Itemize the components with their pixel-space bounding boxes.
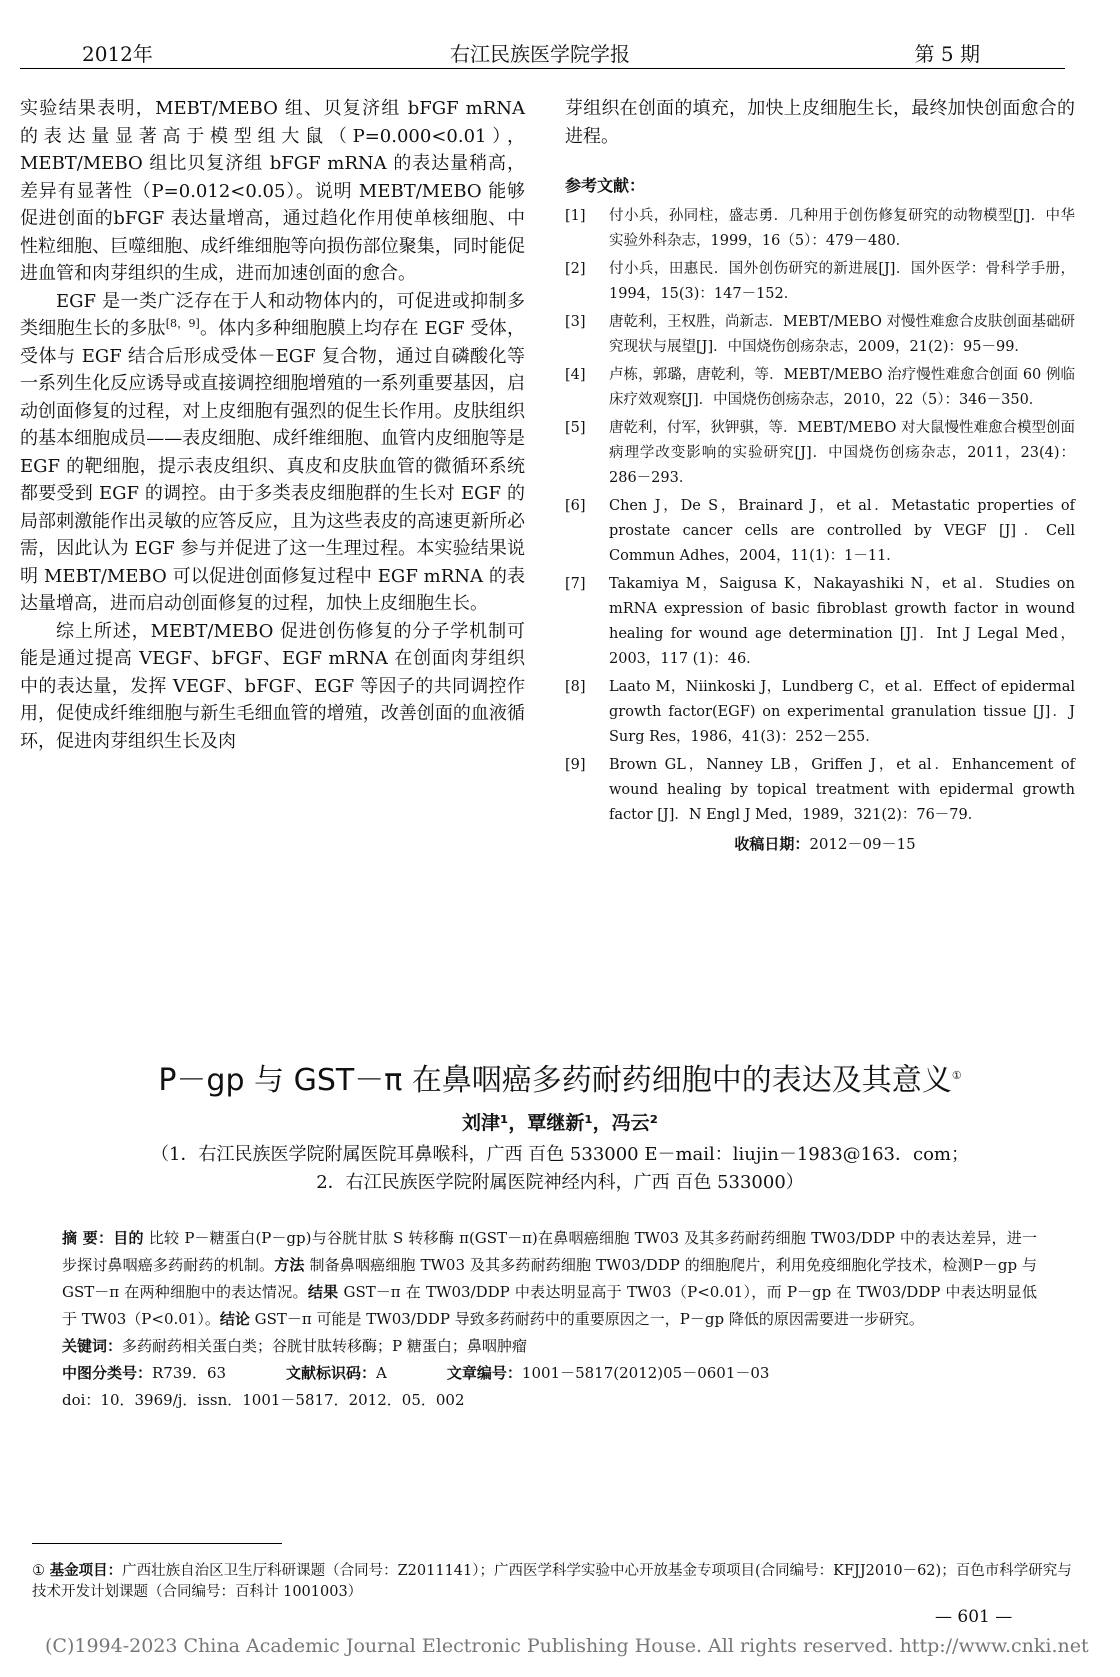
header-issue: 第 5 期 xyxy=(914,42,980,66)
reference-number: [8] xyxy=(565,678,586,695)
reference-text: 唐乾利，付军，狄钾骐，等．MEBT/MEBO 对大鼠慢性难愈合模型创面病理学改变影响的实验研究[J]．中国烧伤创疡杂志，2011，23(4)：286－293． xyxy=(609,419,1075,486)
reference-item xyxy=(565,257,1075,307)
result-text: GST－π 在 TW03/DDP 中表达明显高于 TW03（P<0.01），而 P－gp 在 TW03/DDP 中表达明显低于 TW03（P<0.01）。 xyxy=(62,1283,1037,1328)
reference-text: Laato M，Niinkoski J，Lundberg C，et al．Effect of epidermal growth factor(EGF) on experimental granulation tissue [J]．J Surg Res，1986，41(3)：252－255． xyxy=(609,678,1075,745)
reference-number: [5] xyxy=(565,419,586,436)
body-paragraph-1: 实验结果表明，MEBT/MEBO 组、贝复济组 bFGF mRNA 的表达量显著高于模型组大鼠（P=0.000<0.01），MEBT/MEBO 组比贝复济组 bFGF mRNA 的表达量稍高，差异有显著性（P=0.012<0.05）。说明 MEBT/MEBO 能够促进创面的bFGF 表达量增高，通过趋化作用使单核细胞、中性粒细胞、巨噬细胞、成纤维细胞等向损伤部位聚集，同时能促进血管和肉芽组织的生成，进而加速创面的愈合。 xyxy=(20,98,525,284)
reference-item xyxy=(565,363,1075,413)
conclusion-text: GST－π 可能是 TW03/DDP 导致多药耐药中的重要原因之一，P－gp 降低的原因需要进一步研究。 xyxy=(254,1310,924,1328)
reference-text: 卢栋，郭璐，唐乾利，等．MEBT/MEBO 治疗慢性难愈合创面 60 例临床疗效观察[J]．中国烧伤创疡杂志，2010，22（5）：346－350． xyxy=(609,366,1075,408)
article-authors: 刘津¹，覃继新¹，冯云² xyxy=(462,1112,658,1134)
citation-8-9: [8，9] xyxy=(165,317,200,330)
reference-number: [6] xyxy=(565,497,586,514)
header-year: 2012年 xyxy=(82,42,153,66)
article-title-text: P－gp 与 GST－π 在鼻咽癌多药耐药细胞中的表达及其意义 xyxy=(158,1063,952,1098)
reference-text: Takamiya M，Saigusa K，Nakayashiki N，et al．Studies on mRNA expression of basic fibroblast growth factor in wound healing for wound age determination [J]．Int J Legal Med，2003，117 (1)：46． xyxy=(609,575,1075,667)
purpose-text: 比较 P－糖蛋白(P－gp)与谷胱甘肽 S 转移酶 π(GST－π)在鼻咽癌细胞 TW03 及其多药耐药细胞 TW03/DDP 中的表达差异，进一步探讨鼻咽癌多药耐药的机制。 xyxy=(62,1229,1037,1274)
reference-list xyxy=(565,204,1075,828)
body-paragraph-3: 综上所述，MEBT/MEBO 促进创伤修复的分子学机制可能是通过提高 VEGF、bFGF、EGF mRNA 在创面肉芽组织中的表达量，发挥 VEGF、bFGF、EGF 等因子的共同调控作用，促使成纤维细胞与新生毛细血管的增殖，改善创面的血液循环，促进肉芽组织生长及肉 xyxy=(20,620,525,752)
reference-number: [4] xyxy=(565,366,586,383)
abstract-label: 摘 要： xyxy=(62,1229,114,1247)
footnote-label: 基金项目： xyxy=(49,1562,123,1579)
reference-number: [7] xyxy=(565,575,586,592)
result-label: 结果 xyxy=(307,1283,339,1301)
footnote-mark: ① xyxy=(32,1563,45,1579)
received-value: 2012－09－15 xyxy=(809,834,916,853)
references-heading: 参考文献： xyxy=(565,176,646,195)
reference-text: Brown GL，Nanney LB，Griffen J，et al．Enhancement of wound healing by topical treatment with epidermal growth factor [J]．N Engl J Med，1989，321(2)：76－79． xyxy=(609,756,1075,823)
reference-item xyxy=(565,416,1075,491)
reference-number: [1] xyxy=(565,207,586,224)
body-paragraph-continued: 芽组织在创面的填充，加快上皮细胞生长，最终加快创面愈合的进程。 xyxy=(565,98,1075,147)
abstract-block xyxy=(62,1225,1037,1414)
footnote xyxy=(32,1560,1072,1603)
article-number-value: 1001－5817(2012)05－0601－03 xyxy=(521,1364,770,1382)
footnote-rule xyxy=(32,1543,282,1544)
reference-item xyxy=(565,204,1075,254)
affiliation-2: 2．右江民族医学院附属医院神经内科，广西 百色 533000） xyxy=(316,1172,804,1193)
keywords-line xyxy=(62,1333,1037,1360)
affiliation-1: （1．右江民族医学院附属医院耳鼻喉科，广西 百色 533000 E－mail：liujin－1983@163．com； xyxy=(151,1144,969,1165)
running-header xyxy=(70,38,1010,68)
method-label: 方法 xyxy=(274,1256,305,1274)
p2-text-b: 。体内多种细胞膜上均存在 EGF 受体，受体与 EGF 结合后形成受体－EGF 复合物，通过自磷酸化等一系列生化反应诱导或直接调控细胞增殖的一系列重要基因，启动创面修复的过程，对上皮细胞有强烈的促生长作用。皮肤组织的基本细胞成员——表皮细胞、成纤维细胞、血管内皮细胞等是 EGF 的靶细胞，提示表皮组织、真皮和皮肤血管的微循环系统都要受到 EGF 的调控。由于多类表皮细胞群的生长对 EGF 的局部刺激能作出灵敏的应答反应，且为这些表皮的高速更新所必需，因此认为 EGF 参与并促进了这一生理过程。本实验结果说明 MEBT/MEBO 可以促进创面修复过程中 EGF mRNA 的表达量增高，进而启动创面修复的过程，加快上皮细胞生长。 xyxy=(20,318,525,614)
left-column xyxy=(20,95,525,755)
doc-code-value: A xyxy=(376,1364,387,1382)
clc-value: R739．63 xyxy=(152,1364,227,1382)
body-paragraph-2 xyxy=(20,288,525,618)
reference-number: [2] xyxy=(565,260,586,277)
reference-text: 付小兵，孙同柱，盛志勇．几种用于创伤修复研究的动物模型[J]．中华实验外科杂志，1999，16（5）：479－480． xyxy=(609,207,1075,249)
received-date xyxy=(565,831,1075,859)
keywords-label: 关键词： xyxy=(62,1337,123,1355)
classification-line xyxy=(62,1360,1037,1387)
purpose-label: 目的 xyxy=(113,1229,144,1247)
reference-number: [3] xyxy=(565,313,586,330)
reference-item xyxy=(565,572,1075,672)
header-journal: 右江民族医学院学报 xyxy=(450,42,630,66)
reference-text: Chen J，De S，Brainard J，et al．Metastatic properties of prostate cancer cells are controlled by VEGF [J]．Cell Commun Adhes，2004，11(1)：1－11． xyxy=(609,497,1075,564)
copyright-notice: (C)1994-2023 China Academic Journal Electronic Publishing House. All rights reserved. http://www.cnki.net xyxy=(45,1635,1089,1657)
reference-item xyxy=(565,494,1075,569)
clc-label: 中图分类号： xyxy=(62,1364,153,1382)
reference-text: 付小兵，田惠民．国外创伤研究的新进展[J]．国外医学：骨科学手册，1994，15(3)：147－152． xyxy=(609,260,1075,302)
article-number-label: 文章编号： xyxy=(446,1364,522,1382)
received-label: 收稿日期： xyxy=(734,834,810,853)
right-column xyxy=(565,95,1075,858)
article-title xyxy=(0,1055,1120,1099)
page-number: — 601 — xyxy=(935,1607,1013,1627)
reference-item xyxy=(565,310,1075,360)
doi-line: doi：10．3969/j．issn．1001－5817．2012．05．002 xyxy=(62,1391,465,1409)
reference-number: [9] xyxy=(565,756,586,773)
reference-item xyxy=(565,675,1075,750)
footnote-text: 广西壮族自治区卫生厅科研课题（合同号：Z2011141）；广西医学科学实验中心开放基金专项项目(合同编号：KFJJ2010－62)；百色市科学研究与技术开发计划课题（合同编号：百科计 1001003） xyxy=(32,1563,1072,1600)
abstract-text xyxy=(62,1225,1037,1333)
doc-code-label: 文献标识码： xyxy=(286,1364,377,1382)
reference-item xyxy=(565,753,1075,828)
header-rule xyxy=(20,68,1065,69)
method-text: 制备鼻咽癌细胞 TW03 及其多药耐药细胞 TW03/DDP 的细胞爬片，利用免疫细胞化学技术，检测P－gp 与 GST－π 在两种细胞中的表达情况。 xyxy=(62,1256,1037,1301)
reference-text: 唐乾利，王权胜，尚新志．MEBT/MEBO 对慢性难愈合皮肤创面基础研究现状与展望[J]．中国烧伤创疡杂志，2009，21(2)：95－99． xyxy=(609,313,1075,355)
p2-text-a: EGF 是一类广泛存在于人和动物体内的，可促进或抑制多类细胞生长的多肽 xyxy=(20,290,525,339)
title-footnote-mark: ① xyxy=(951,1069,962,1082)
keywords-text: 多药耐药相关蛋白类；谷胱甘肽转移酶；P 糖蛋白；鼻咽肿瘤 xyxy=(122,1337,527,1355)
conclusion-label: 结论 xyxy=(219,1310,250,1328)
